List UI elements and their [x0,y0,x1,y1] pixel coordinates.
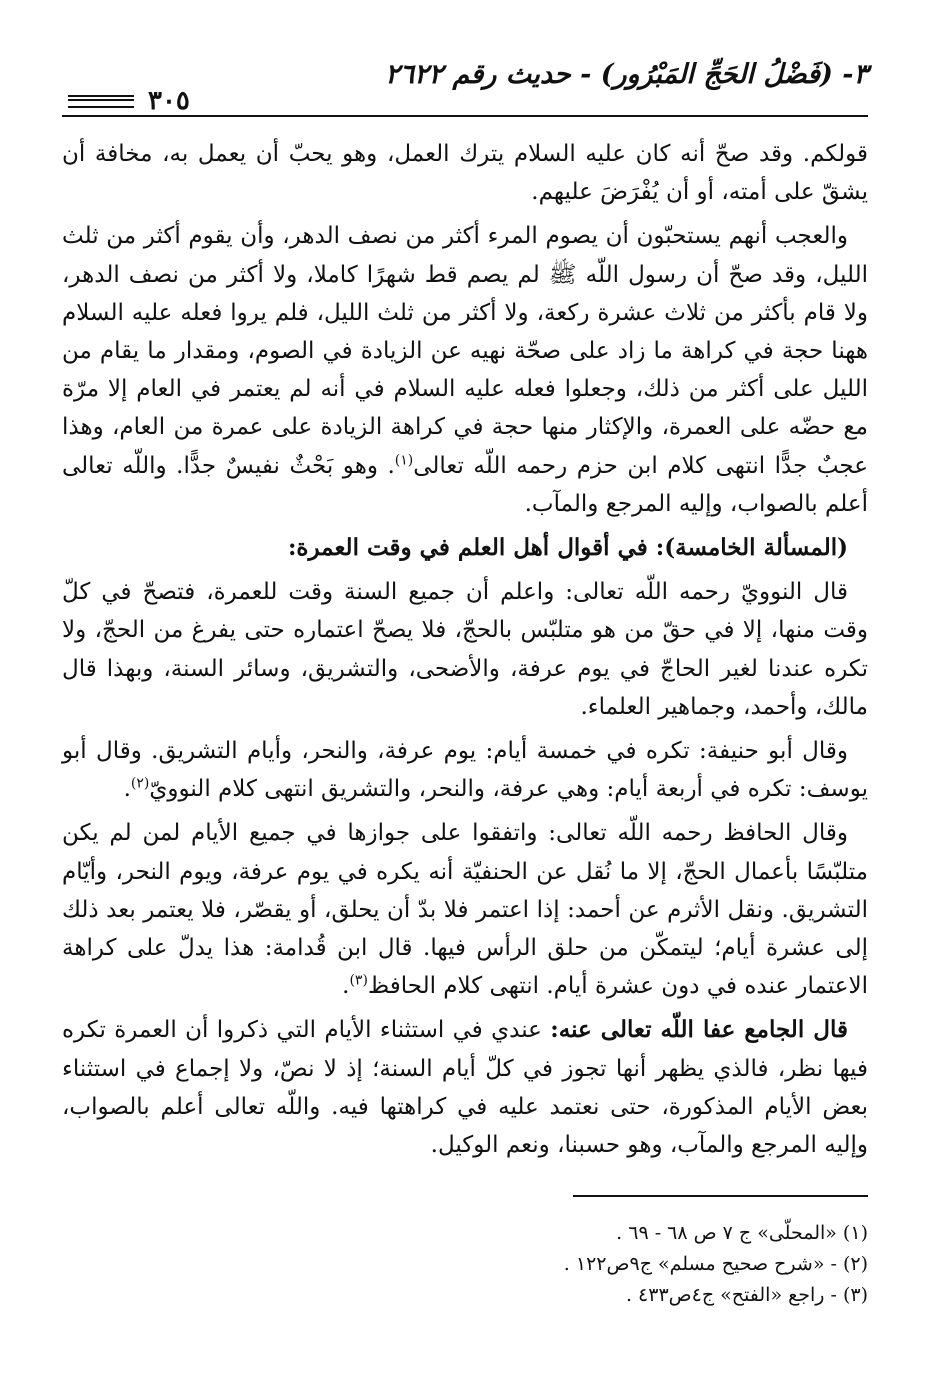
paragraph-text: عندي في استثناء الأيام التي ذكروا أن العمرة تكره فيها نظر، فالذي يظهر أنها تجوز في كلّ أيام السنة؛ إذ لا نصّ، ولا إجماع في استثناء بعض الأيام المذكورة، حتى نعتمد عليه في كراهتها فيه. واللّه تعالى أعلم بالصواب، وإليه المرجع والمآب، وهو حسبنا، ونعم الوكيل. [62,1017,868,1159]
footnote-2: (٢) - «شرح صحيح مسلم» ج٩ص١٢٢ . [563,1253,868,1275]
paragraph-tail: . [123,776,131,803]
paragraph-text: قال النوويّ رحمه اللّه تعالى: واعلم أن جميع السنة وقت للعمرة، فتصحّ في كلّ وقت منها، إلا في حقّ من هو متلبّس بالحجّ، فلا يصحّ اعتماره حتى يفرغ من الحجّ، ولا تكره عندنا لغير الحاجّ في يوم عرفة، والأضحى، والتشريق، وسائر السنة، وبهذا قال مالك، وأحمد، وجماهير العلماء. [62,579,868,720]
footnote-ref-2: (٢) [130,775,150,792]
footnote-1: (١) «المحلّى» ج ٧ ص ٦٨ - ٦٩ . [616,1222,868,1244]
footnote-3: (٣) - راجع «الفتح» ج٤ص٤٣٣ . [625,1284,868,1306]
paragraph-4 [62,573,868,726]
running-title: ٣- (فَضْلُ الحَجِّ المَبْرُور) - حديث رقم ٢٦٢٢ [385,59,868,90]
paragraph-text: وقال الحافظ رحمه اللّه تعالى: واتفقوا على جوازها في جميع الأيام لمن لم يكن متلبّسًا بأعمال الحجّ، إلا ما نُقل عن الحنفيّة أنه يكره في يوم عرفة، ويوم النحر، وأيّام التشريق. ونقل الأثرم عن أحمد: إذا اعتمر فلا بدّ أن يحلق، أو يقصّر، فلا يعتمر بعد ذلك إلى عشرة أيام؛ ليتمكّن من حلق الرأس فيها. قال ابن قُدامة: هذا يدلّ على كراهة الاعتمار عنده في دون عشرة أيام. انتهى كلام الحافظ [62,820,868,1000]
author-remark-lead: قال الجامع عفا اللّه تعالى عنه: [550,1016,848,1044]
paragraph-3 [62,529,868,567]
book-page [62,55,868,1325]
header-ornament-rule [68,95,134,108]
page-number: ٣٠٥ [148,86,190,116]
paragraph-2 [62,217,868,523]
paragraph-7 [62,1011,868,1164]
paragraph-text: وقال أبو حنيفة: تكره في خمسة أيام: يوم عرفة، والنحر، وأيام التشريق. وقال أبو يوسف: تكره في أربعة أيام: وهي عرفة، والنحر، والتشريق انتهى كلام النوويّ [62,738,868,803]
footnote-ref-3: (٣) [349,972,368,989]
main-text [62,135,868,1170]
paragraph-tail: . وهو بَحْثٌ نفيسٌ جدًّا. واللّه تعالى أعلم بالصواب، وإليه المرجع والمآب. [62,452,868,517]
footnotes [62,1218,868,1311]
footnote-divider [573,1195,868,1197]
page-header [62,55,868,117]
paragraph-text: قولكم. وقد صحّ أنه كان عليه السلام يترك العمل، وهو يحبّ أن يعمل به، مخافة أن يشقّ على أمته، أو أن يُفْرَضَ عليهم. [62,141,868,206]
paragraph-text: والعجب أنهم يستحبّون أن يصوم المرء أكثر من نصف الدهر، وأن يقوم أكثر من ثلث الليل، وقد صحّ أن رسول اللّه ﷺ لم يصم قط شهرًا كاملا، ولا أكثر من نصف الدهر، ولا قام بأكثر من ثلاث عشرة ركعة، ولا أكثر من ثلث الليل، فلم يروا فعله عليه السلام ههنا حجة في كراهة ما زاد على صحّة نهيه عن الزيادة في الصوم، ومقدار ما يقام من الليل على أكثر من ذلك، وجعلوا فعله عليه السلام في أنه لم يعتمر في العام إلا مرّة مع حضّه على العمرة، والإكثار منها حجة في كراهة الزيادة على عمرة من العام، وهذا عجبٌ جدًّا انتهى كلام ابن حزم رحمه اللّه تعالى [62,223,869,479]
section-heading-text: في أقوال أهل العلم في وقت العمرة: [287,534,656,562]
section-heading: (المسألة الخامسة): [655,534,848,562]
footnote-ref-1: (١) [394,451,414,468]
paragraph-tail: . [342,973,350,1000]
paragraph-1 [62,135,868,211]
paragraph-5 [62,732,868,808]
paragraph-6 [62,814,868,1005]
